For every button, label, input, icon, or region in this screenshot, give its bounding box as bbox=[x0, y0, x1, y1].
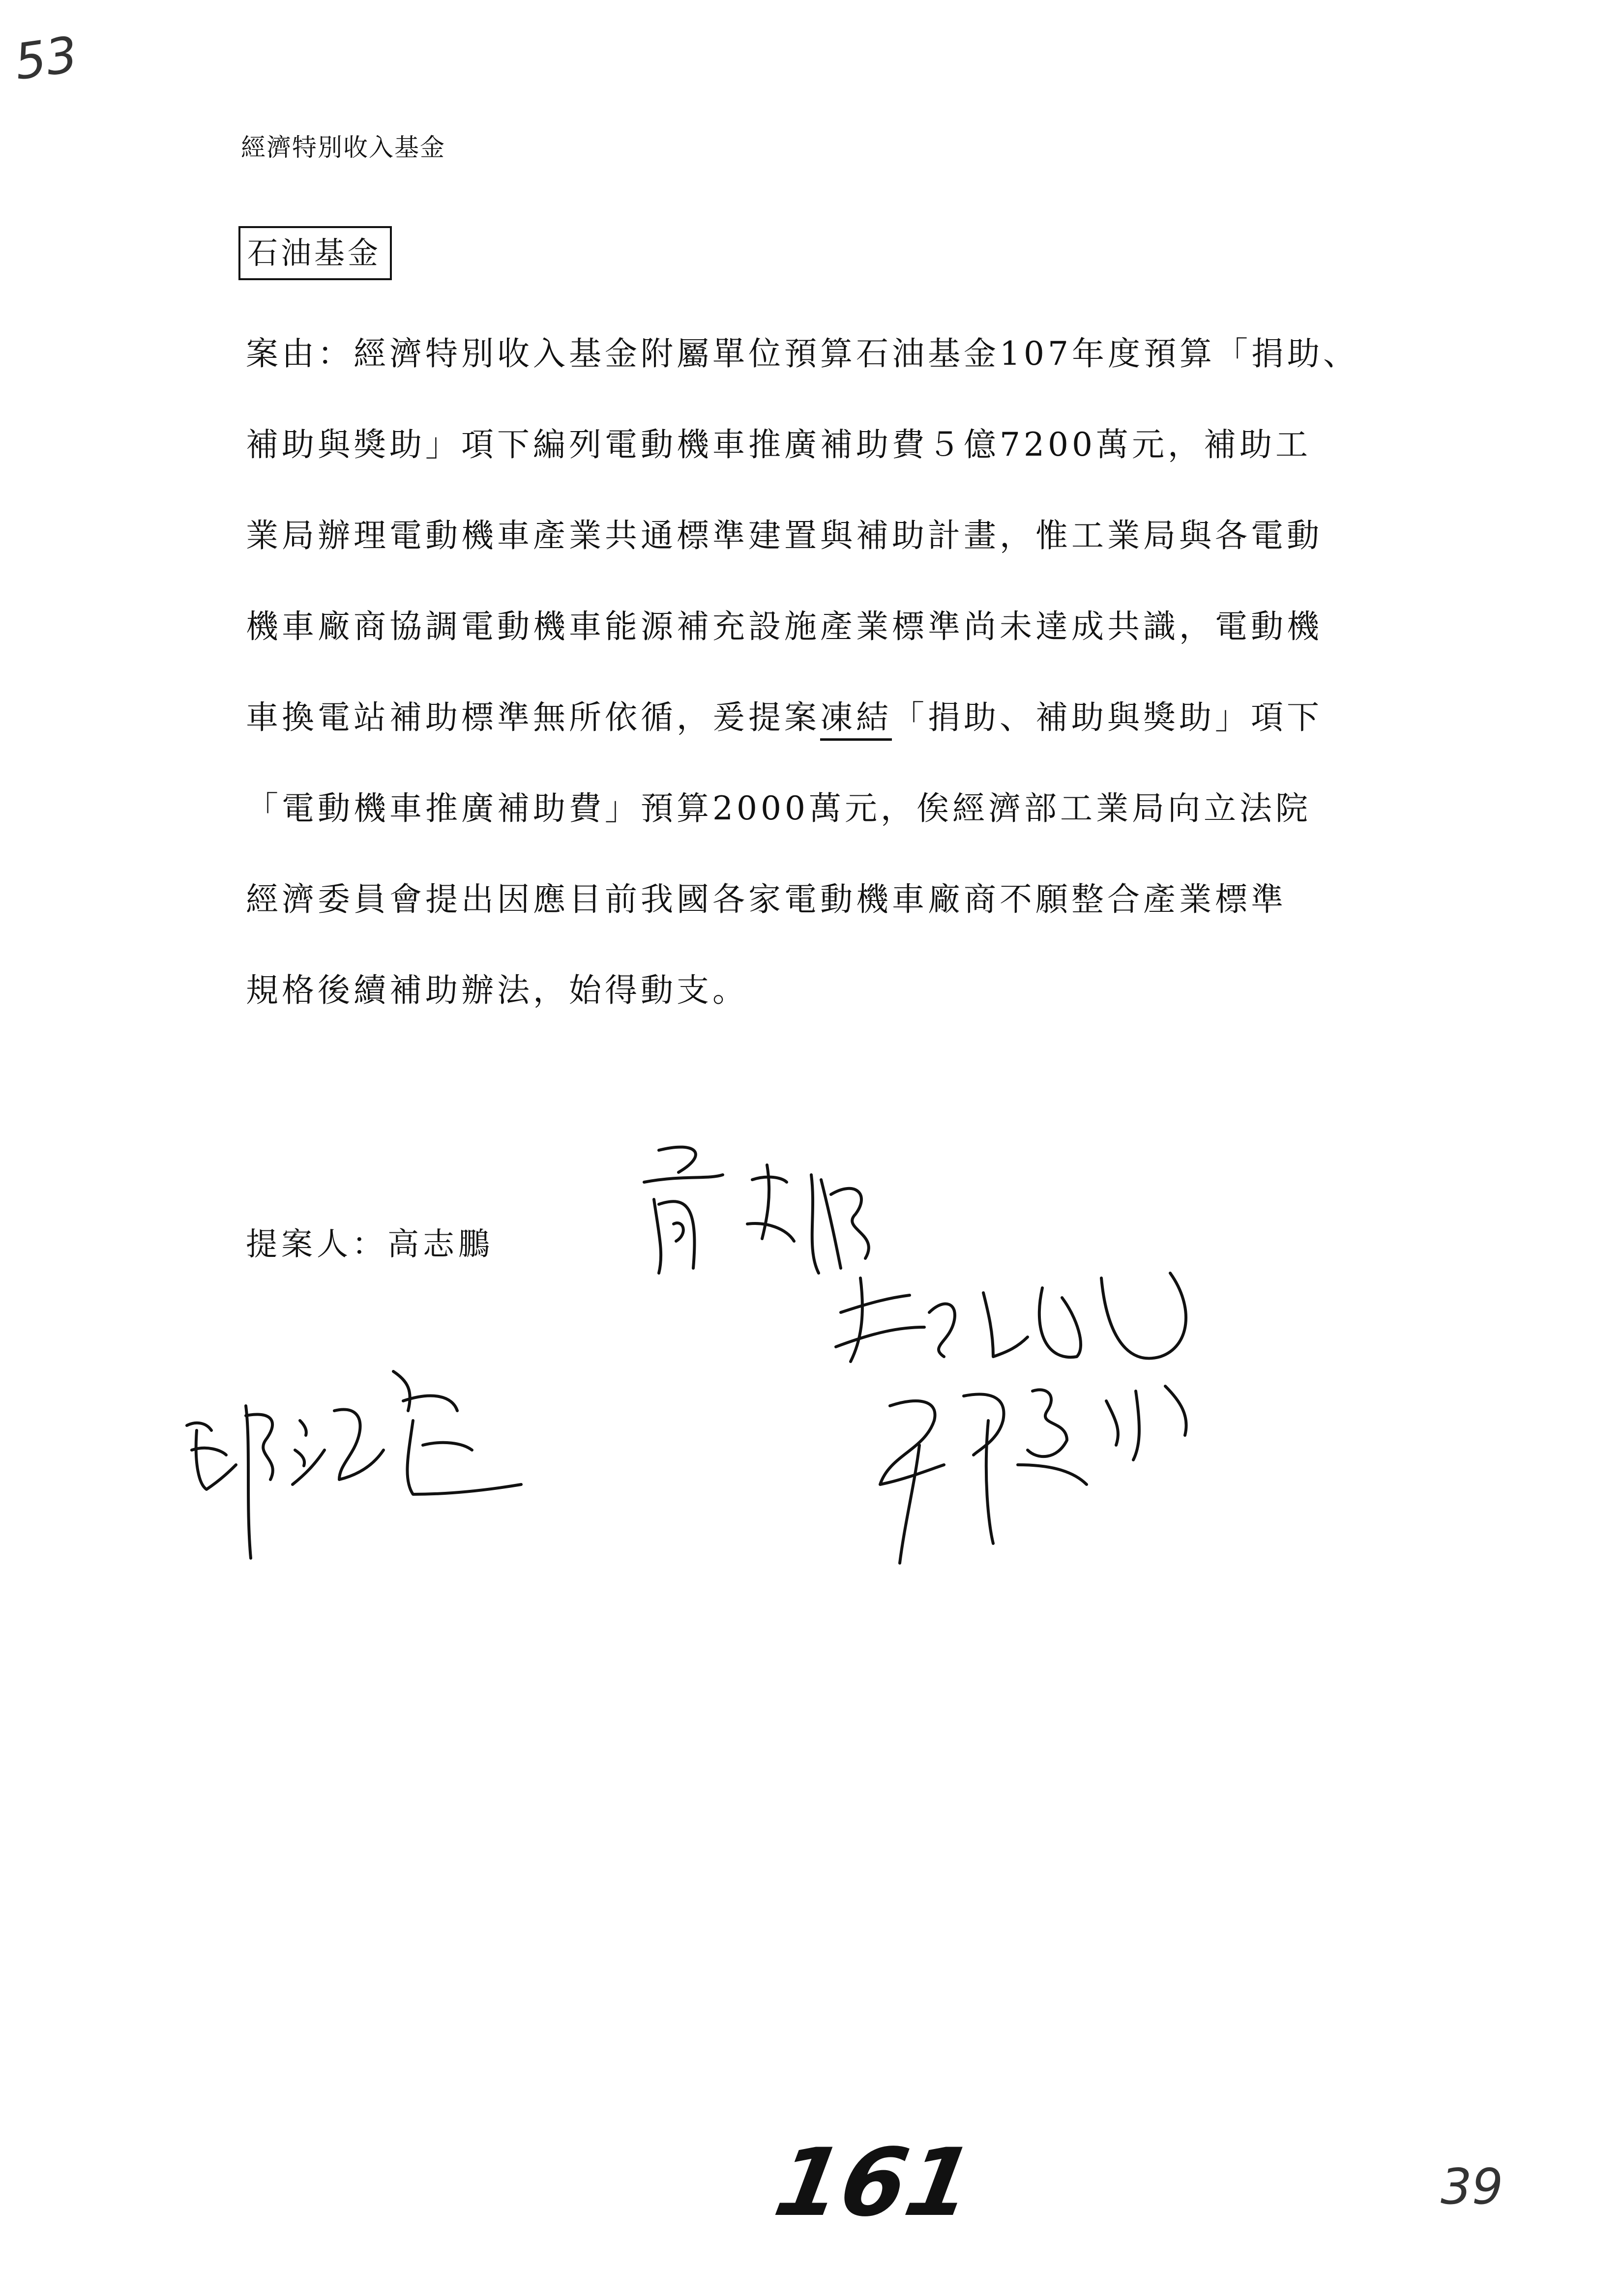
body-line-4: 機車廠商協調電動機車能源補充設施產業標準尚未達成共識，電動機 bbox=[246, 608, 1323, 645]
proposer-label: 提案人：高志鵬 bbox=[246, 1226, 494, 1263]
body-line-5-start: 車換電站補助標準無所依循，爰提案 bbox=[246, 698, 820, 736]
freeze-keyword: 凍結 bbox=[820, 698, 892, 741]
corner-mark: 53 bbox=[11, 25, 81, 91]
small-page-number: 39 bbox=[1441, 2158, 1504, 2215]
body-line-6: 「電動機車推廣補助費」預算2000萬元，俟經濟部工業局向立法院 bbox=[246, 789, 1311, 827]
fund-title-box: 石油基金 bbox=[238, 226, 392, 280]
page-header: 經濟特別收入基金 bbox=[241, 133, 445, 162]
body-line-5 bbox=[246, 698, 1396, 789]
signature-lower-right bbox=[860, 1366, 1214, 1573]
body-line-3: 業局辦理電動機車產業共通標準建置與補助計畫，惟工業局與各電動 bbox=[246, 517, 1323, 554]
body-line-2: 補助與獎助」項下編列電動機車推廣補助費５億7200萬元，補助工 bbox=[246, 426, 1311, 464]
body-line-7: 經濟委員會提出因應目前我國各家電動機車廠商不願整合產業標準 bbox=[246, 880, 1287, 918]
body-line-5-end: 「捐助、補助與獎助」項下 bbox=[892, 698, 1323, 736]
body-line-1: 案由：經濟特別收入基金附屬單位預算石油基金107年度預算「捐助、 bbox=[246, 335, 1359, 373]
signature-left bbox=[177, 1337, 531, 1573]
proposal-body bbox=[246, 334, 1396, 1062]
body-line-8: 規格後續補助辦法，始得動支。 bbox=[246, 971, 748, 1009]
page-number: 161 bbox=[767, 2128, 982, 2237]
